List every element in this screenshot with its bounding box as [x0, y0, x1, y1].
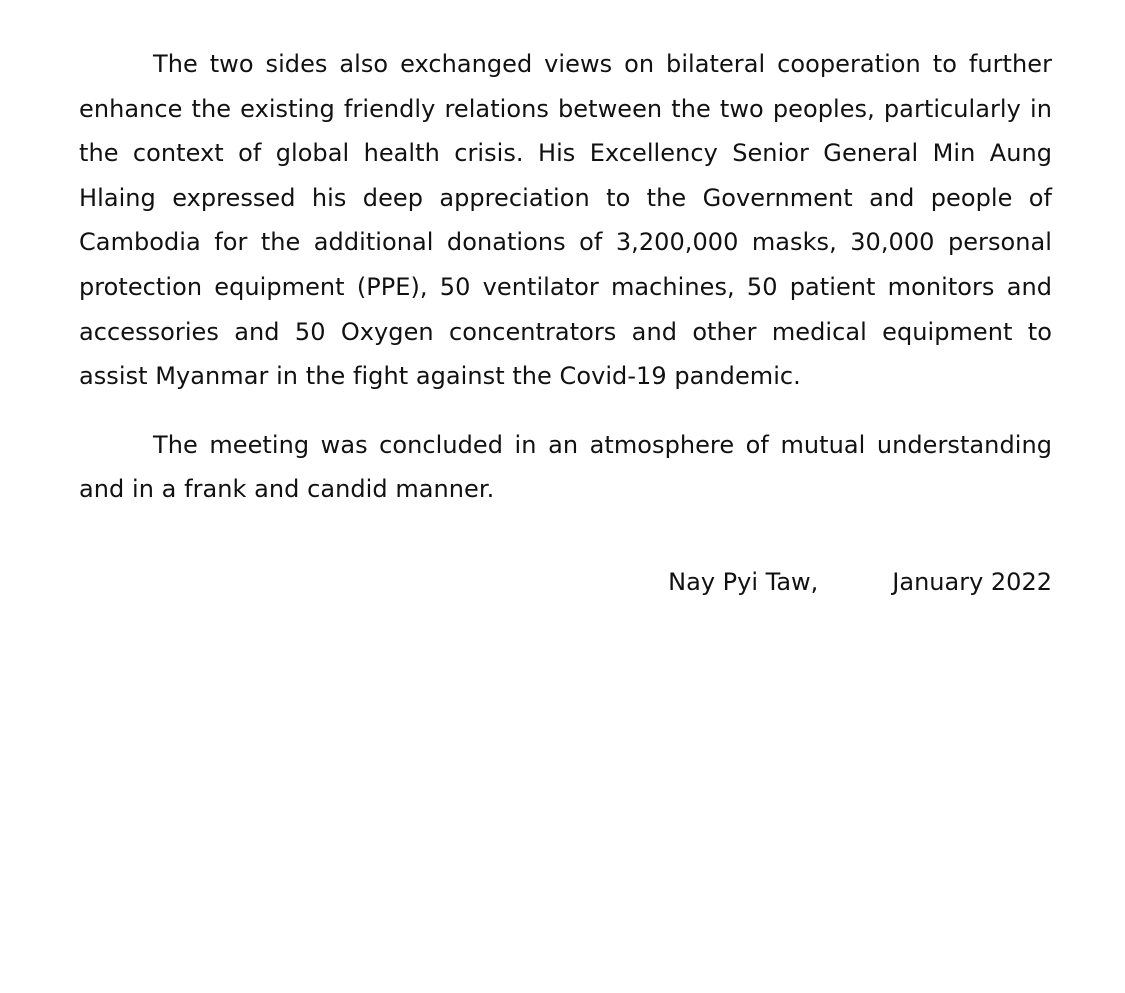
signature-place: Nay Pyi Taw, — [668, 568, 819, 596]
signature-date: January 2022 — [892, 568, 1052, 596]
signature-line — [79, 562, 1052, 602]
paragraph-bilateral-cooperation: The two sides also exchanged views on bilateral cooperation to further enhance the existing friendly relations between the two peoples, particularly in the context of global health crisis. His Excellency Senior General Min Aung Hlaing expressed his deep appreciation to the Government and people of Cambodia for the additional donations of 3,200,000 masks, 30,000 personal protection equipment (PPE), 50 ventilator machines, 50 patient monitors and accessories and 50 Oxygen concentrators and other medical equipment to assist Myanmar in the fight against the Covid-19 pandemic. — [79, 50, 1052, 391]
paragraph-meeting-conclusion: The meeting was concluded in an atmosphere of mutual understanding and in a frank and candid manner. — [79, 430, 1052, 504]
document-body — [79, 42, 1052, 512]
